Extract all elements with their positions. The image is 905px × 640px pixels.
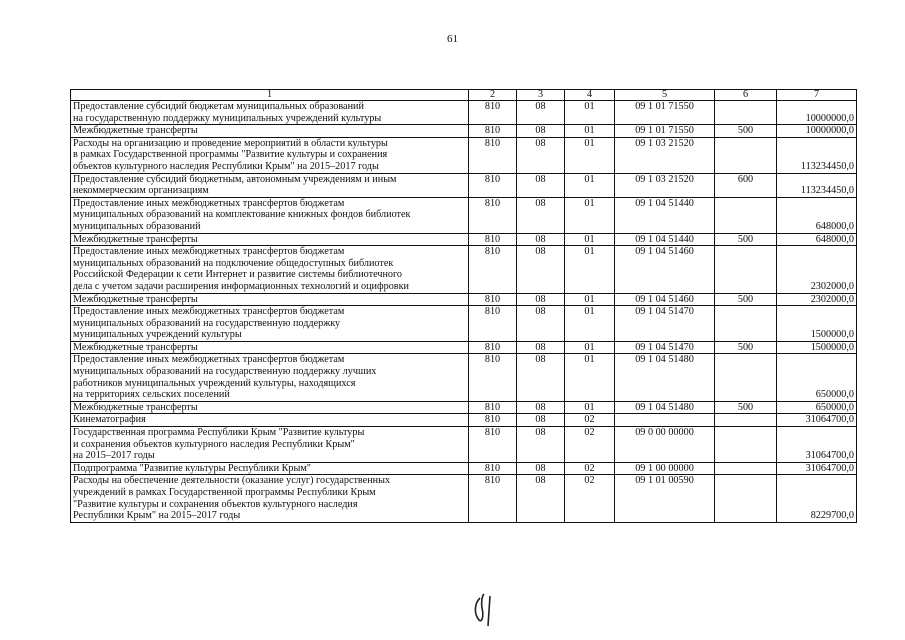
amount: 2302000,0 — [777, 293, 857, 306]
description-line: Межбюджетные трансферты — [73, 341, 198, 353]
row-description — [71, 475, 469, 522]
row-description — [71, 101, 469, 125]
row-description — [71, 233, 469, 246]
description-line: на государственную поддержку муниципальных учреждений культуры — [73, 112, 382, 124]
table-row — [71, 354, 857, 401]
target-article-code: 09 1 04 51470 — [615, 306, 715, 342]
subsection-code: 02 — [565, 475, 615, 522]
ministry-code: 810 — [469, 125, 517, 138]
section-code: 08 — [517, 101, 565, 125]
ministry-code: 810 — [469, 173, 517, 197]
ministry-code: 810 — [469, 462, 517, 475]
row-description — [71, 414, 469, 427]
section-code: 08 — [517, 197, 565, 233]
row-description — [71, 401, 469, 414]
ministry-code: 810 — [469, 401, 517, 414]
row-description — [71, 427, 469, 463]
description-line: муниципальных образований на государственную поддержку лучших — [73, 366, 377, 378]
table-row — [71, 293, 857, 306]
amount: 1500000,0 — [777, 341, 857, 354]
table-row — [71, 173, 857, 197]
header-cell: 2 — [469, 90, 517, 101]
amount: 2302000,0 — [777, 246, 857, 293]
row-description — [71, 125, 469, 138]
description-line: муниципальных образований — [73, 220, 201, 232]
header-cell: 4 — [565, 90, 615, 101]
section-code: 08 — [517, 306, 565, 342]
subsection-code: 01 — [565, 306, 615, 342]
description-line: Кинематография — [73, 414, 146, 426]
expense-type-code: 600 — [715, 173, 777, 197]
expense-type-code — [715, 414, 777, 427]
row-description — [71, 354, 469, 401]
description-line: Предоставление субсидий бюджетным, автономным учреждениям и иным — [73, 173, 397, 185]
description-line: на территориях сельских поселений — [73, 389, 230, 401]
target-article-code: 09 1 01 00590 — [615, 475, 715, 522]
table-row — [71, 197, 857, 233]
expense-type-code: 500 — [715, 125, 777, 138]
amount: 648000,0 — [777, 233, 857, 246]
table-row — [71, 246, 857, 293]
section-code: 08 — [517, 293, 565, 306]
description-line: Межбюджетные трансферты — [73, 293, 198, 305]
section-code: 08 — [517, 462, 565, 475]
section-code: 08 — [517, 246, 565, 293]
ministry-code: 810 — [469, 427, 517, 463]
description-line: и сохранения объектов культурного наследия Республики Крым" — [73, 438, 355, 450]
description-line: Межбюджетные трансферты — [73, 233, 198, 245]
expense-type-code: 500 — [715, 341, 777, 354]
target-article-code: 09 1 04 51440 — [615, 233, 715, 246]
ministry-code: 810 — [469, 101, 517, 125]
description-line: дела с учетом задачи расширения информационных технологий и оцифровки — [73, 280, 409, 292]
row-description — [71, 173, 469, 197]
header-row — [71, 90, 857, 101]
table-row — [71, 462, 857, 475]
subsection-code: 01 — [565, 173, 615, 197]
ministry-code: 810 — [469, 475, 517, 522]
handwritten-mark — [470, 590, 500, 630]
description-line: Подпрограмма "Развитие культуры Республики Крым" — [73, 462, 311, 474]
subsection-code: 01 — [565, 246, 615, 293]
amount: 31064700,0 — [777, 414, 857, 427]
target-article-code: 09 1 04 51480 — [615, 354, 715, 401]
target-article-code: 09 1 01 71550 — [615, 125, 715, 138]
subsection-code: 01 — [565, 341, 615, 354]
table-row — [71, 306, 857, 342]
section-code: 08 — [517, 354, 565, 401]
description-line: Российской Федерации к сети Интернет и развитие системы библиотечного — [73, 269, 403, 281]
description-line: Предоставление субсидий бюджетам муниципальных образований — [73, 101, 364, 112]
section-code: 08 — [517, 233, 565, 246]
expense-type-code: 500 — [715, 233, 777, 246]
header-cell: 1 — [71, 90, 469, 101]
header-cell: 6 — [715, 90, 777, 101]
description-line: Предоставление иных межбюджетных трансфертов бюджетам — [73, 306, 345, 318]
description-line: Предоставление иных межбюджетных трансфертов бюджетам — [73, 246, 345, 258]
expense-type-code: 500 — [715, 401, 777, 414]
amount: 10000000,0 — [777, 125, 857, 138]
ministry-code: 810 — [469, 354, 517, 401]
amount: 31064700,0 — [777, 462, 857, 475]
expense-type-code — [715, 137, 777, 173]
description-line: объектов культурного наследия Республики Крым" на 2015–2017 годы — [73, 160, 379, 172]
amount: 648000,0 — [777, 197, 857, 233]
section-code: 08 — [517, 475, 565, 522]
subsection-code: 02 — [565, 414, 615, 427]
description-line: Государственная программа Республики Крым "Развитие культуры — [73, 427, 365, 439]
target-article-code: 09 1 03 21520 — [615, 137, 715, 173]
row-description — [71, 293, 469, 306]
row-description — [71, 246, 469, 293]
target-article-code: 09 1 00 00000 — [615, 462, 715, 475]
row-description — [71, 137, 469, 173]
row-description — [71, 306, 469, 342]
target-article-code: 09 1 03 21520 — [615, 173, 715, 197]
description-line: Предоставление иных межбюджетных трансфертов бюджетам — [73, 354, 345, 366]
expense-type-code — [715, 427, 777, 463]
description-line: Расходы на организацию и проведение мероприятий в области культуры — [73, 137, 388, 149]
amount: 113234450,0 — [777, 173, 857, 197]
section-code: 08 — [517, 173, 565, 197]
description-line: муниципальных образований на государственную поддержку — [73, 317, 341, 329]
amount: 8229700,0 — [777, 475, 857, 522]
header-cell: 7 — [777, 90, 857, 101]
subsection-code: 01 — [565, 354, 615, 401]
table-row — [71, 125, 857, 138]
amount: 113234450,0 — [777, 137, 857, 173]
target-article-code: 09 1 04 51470 — [615, 341, 715, 354]
description-line: на 2015–2017 годы — [73, 450, 155, 462]
ministry-code: 810 — [469, 197, 517, 233]
header-cell: 3 — [517, 90, 565, 101]
section-code: 08 — [517, 125, 565, 138]
subsection-code: 02 — [565, 427, 615, 463]
subsection-code: 01 — [565, 101, 615, 125]
table-row — [71, 401, 857, 414]
amount: 650000,0 — [777, 354, 857, 401]
section-code: 08 — [517, 401, 565, 414]
ministry-code: 810 — [469, 414, 517, 427]
target-article-code: 09 0 00 00000 — [615, 427, 715, 463]
row-description — [71, 341, 469, 354]
subsection-code: 01 — [565, 233, 615, 246]
description-line: учреждений в рамках Государственной программы Республики Крым — [73, 487, 376, 498]
target-article-code: 09 1 04 51440 — [615, 197, 715, 233]
description-line: "Развитие культуры и сохранения объектов культурного наследия — [73, 498, 358, 510]
amount: 10000000,0 — [777, 101, 857, 125]
ministry-code: 810 — [469, 233, 517, 246]
expense-type-code — [715, 462, 777, 475]
expense-type-code — [715, 306, 777, 342]
expense-type-code — [715, 101, 777, 125]
table-row — [71, 475, 857, 522]
subsection-code: 01 — [565, 125, 615, 138]
row-description — [71, 197, 469, 233]
ministry-code: 810 — [469, 341, 517, 354]
target-article-code: 09 1 04 51460 — [615, 293, 715, 306]
subsection-code: 01 — [565, 401, 615, 414]
ministry-code: 810 — [469, 293, 517, 306]
table-row — [71, 101, 857, 125]
description-line: муниципальных образований на комплектование книжных фондов библиотек — [73, 209, 411, 221]
subsection-code: 01 — [565, 293, 615, 306]
description-line: работников муниципальных учреждений культуры, находящихся — [73, 377, 356, 389]
description-line: Расходы на обеспечение деятельности (оказание услуг) государственных — [73, 475, 391, 487]
section-code: 08 — [517, 427, 565, 463]
ministry-code: 810 — [469, 137, 517, 173]
header-cell: 5 — [615, 90, 715, 101]
subsection-code: 02 — [565, 462, 615, 475]
budget-table — [70, 89, 857, 523]
amount: 1500000,0 — [777, 306, 857, 342]
subsection-code: 01 — [565, 197, 615, 233]
table-row — [71, 427, 857, 463]
expense-type-code: 500 — [715, 293, 777, 306]
table-row — [71, 233, 857, 246]
description-line: в рамках Государственной программы "Развитие культуры и сохранения — [73, 149, 388, 161]
expense-type-code — [715, 197, 777, 233]
expense-type-code — [715, 354, 777, 401]
table-row — [71, 341, 857, 354]
description-line: муниципальных учреждений культуры — [73, 329, 242, 341]
target-article-code — [615, 414, 715, 427]
description-line: Республики Крым" на 2015–2017 годы — [73, 510, 241, 522]
section-code: 08 — [517, 414, 565, 427]
section-code: 08 — [517, 137, 565, 173]
ministry-code: 810 — [469, 246, 517, 293]
table-row — [71, 137, 857, 173]
description-line: некоммерческим организациям — [73, 185, 209, 197]
ministry-code: 810 — [469, 306, 517, 342]
target-article-code: 09 1 04 51480 — [615, 401, 715, 414]
description-line: Предоставление иных межбюджетных трансфертов бюджетам — [73, 197, 345, 209]
description-line: Межбюджетные трансферты — [73, 401, 198, 413]
amount: 31064700,0 — [777, 427, 857, 463]
description-line: муниципальных образований на подключение общедоступных библиотек — [73, 257, 394, 269]
page-number: 61 — [447, 33, 458, 45]
expense-type-code — [715, 246, 777, 293]
section-code: 08 — [517, 341, 565, 354]
expense-type-code — [715, 475, 777, 522]
description-line: Межбюджетные трансферты — [73, 125, 198, 137]
target-article-code: 09 1 04 51460 — [615, 246, 715, 293]
table-row — [71, 414, 857, 427]
row-description — [71, 462, 469, 475]
amount: 650000,0 — [777, 401, 857, 414]
target-article-code: 09 1 01 71550 — [615, 101, 715, 125]
subsection-code: 01 — [565, 137, 615, 173]
